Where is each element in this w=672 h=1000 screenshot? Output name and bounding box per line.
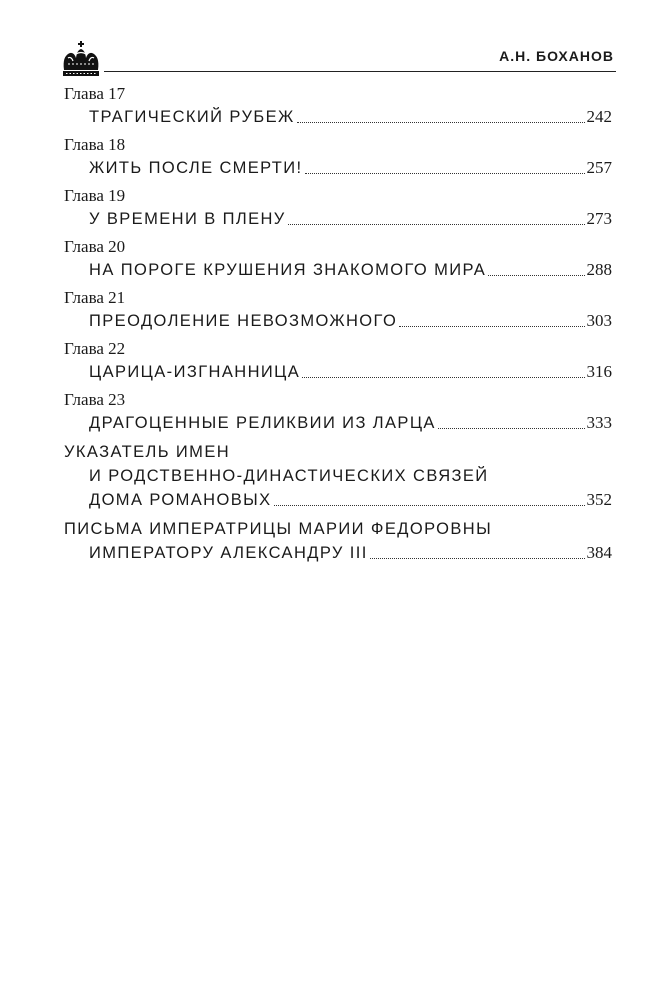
page-number: 242 — [586, 107, 612, 126]
chapter-title: НА ПОРОГЕ КРУШЕНИЯ ЗНАКОМОГО МИРА — [89, 261, 487, 279]
toc-entry[interactable] — [64, 236, 612, 282]
page-number: 352 — [586, 490, 612, 509]
running-head-author: А.Н. БОХАНОВ — [499, 48, 614, 64]
chapter-number: Глава 22 — [64, 339, 126, 358]
letters-title: ИМПЕРАТОРУ АЛЕКСАНДРУ III — [89, 544, 368, 562]
leader-dots — [370, 557, 585, 559]
leader-dots — [399, 325, 584, 327]
chapter-number: Глава 20 — [64, 237, 126, 256]
toc-entry-index[interactable] — [64, 440, 612, 512]
crown-icon — [60, 40, 102, 80]
leader-dots — [302, 376, 584, 378]
leader-dots — [297, 121, 585, 123]
chapter-line — [64, 411, 612, 435]
index-title: И РОДСТВЕННО-ДИНАСТИЧЕСКИХ СВЯЗЕЙ — [89, 467, 489, 485]
page-number: 288 — [586, 260, 612, 279]
page-number: 333 — [586, 413, 612, 432]
page-number: 303 — [586, 311, 612, 330]
chapter-title: ЦАРИЦА-ИЗГНАННИЦА — [89, 363, 301, 381]
index-title: УКАЗАТЕЛЬ ИМЕН — [64, 443, 231, 461]
chapter-title: ТРАГИЧЕСКИЙ РУБЕЖ — [89, 108, 295, 126]
table-of-contents — [64, 83, 612, 570]
chapter-line — [64, 156, 612, 180]
letters-title-line — [64, 541, 612, 565]
leader-dots — [305, 172, 585, 174]
toc-entry[interactable] — [64, 185, 612, 231]
page-number: 257 — [586, 158, 612, 177]
chapter-number: Глава 23 — [64, 390, 126, 409]
page-number: 273 — [586, 209, 612, 228]
toc-entry[interactable] — [64, 338, 612, 384]
chapter-line — [64, 258, 612, 282]
chapter-number: Глава 19 — [64, 186, 126, 205]
page-number: 316 — [586, 362, 612, 381]
toc-entry[interactable] — [64, 287, 612, 333]
toc-entry-letters[interactable] — [64, 517, 612, 565]
chapter-title: У ВРЕМЕНИ В ПЛЕНУ — [89, 210, 286, 228]
index-title-line — [64, 488, 612, 512]
chapter-title: ДРАГОЦЕННЫЕ РЕЛИКВИИ ИЗ ЛАРЦА — [89, 414, 436, 432]
chapter-line — [64, 309, 612, 333]
header-rule — [104, 71, 616, 72]
index-title-line — [64, 464, 612, 488]
letters-title: ПИСЬМА ИМПЕРАТРИЦЫ МАРИИ ФЕДОРОВНЫ — [64, 520, 493, 538]
index-title-line — [64, 440, 612, 464]
chapter-title: ЖИТЬ ПОСЛЕ СМЕРТИ! — [89, 159, 303, 177]
toc-entry[interactable] — [64, 134, 612, 180]
chapter-number: Глава 21 — [64, 288, 126, 307]
letters-title-line — [64, 517, 612, 541]
toc-entry[interactable] — [64, 83, 612, 129]
chapter-line — [64, 105, 612, 129]
page-number: 384 — [586, 543, 612, 562]
chapter-number: Глава 18 — [64, 135, 126, 154]
leader-dots — [438, 427, 585, 429]
chapter-line — [64, 360, 612, 384]
leader-dots — [288, 223, 585, 225]
chapter-title: ПРЕОДОЛЕНИЕ НЕВОЗМОЖНОГО — [89, 312, 398, 330]
index-title: ДОМА РОМАНОВЫХ — [89, 491, 272, 509]
leader-dots — [274, 504, 585, 506]
chapter-number: Глава 17 — [64, 84, 126, 103]
toc-entry[interactable] — [64, 389, 612, 435]
chapter-line — [64, 207, 612, 231]
leader-dots — [488, 274, 584, 276]
